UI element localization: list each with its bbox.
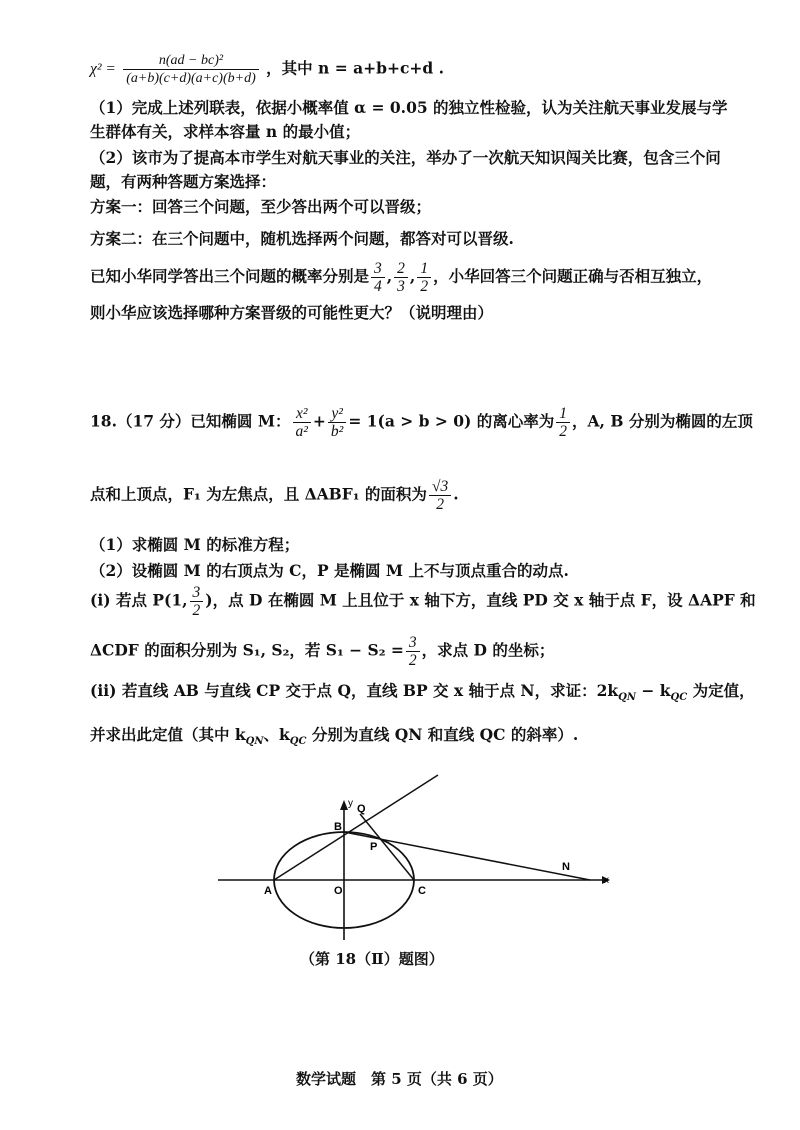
ecc-den: 2 (559, 423, 568, 440)
ellipse-figure (210, 770, 630, 945)
sub1-suffix: )，点 D 在椭圆 M 上且位于 x 轴下方，直线 PD 交 x 轴于点 F，设 ΔAPF 和 (205, 590, 756, 610)
label-o: O (334, 885, 343, 897)
label-a: A (264, 885, 272, 897)
y-axis-arrow (340, 800, 348, 810)
label-y: y (348, 798, 353, 809)
b-sq: b² (330, 423, 344, 440)
sub2-end: 为定值， (687, 681, 755, 700)
q17-plan1: 方案一：回答三个问题，至少答出两个可以晋级； (90, 197, 432, 216)
chi-formula (90, 52, 740, 87)
ellipse-eq: = 1(a > b > 0) 的离心率为 (348, 411, 555, 431)
line-ab (274, 775, 438, 880)
line2-prefix: 点和上顶点，F₁ 为左焦点，且 ΔABF₁ 的面积为 (90, 484, 427, 504)
sub1-line2-suffix: ，求点 D 的坐标； (421, 640, 555, 660)
chi-suffix: ，其中 n = a+b+c+d . (266, 58, 444, 78)
p-den: 2 (192, 602, 201, 619)
prob-prefix: 已知小华同学答出三个问题的概率分别是 (90, 266, 370, 286)
eccentricity (556, 405, 570, 440)
q18-part1: （1）求椭圆 M 的标准方程； (90, 535, 300, 554)
sub2-line1: (ii) 若直线 AB 与直线 CP 交于点 Q，直线 BP 交 x 轴于点 N，求证：2k (90, 681, 619, 700)
x-term (293, 405, 311, 440)
s-den: 2 (408, 652, 417, 669)
sub2-line2-qn: QN (245, 736, 264, 747)
prob-2-den: 3 (397, 278, 405, 295)
figure-caption: （第 18（Ⅱ）题图） (300, 950, 444, 968)
prob-3-den: 2 (420, 278, 429, 295)
prob-3-num: 1 (417, 260, 431, 278)
q18-part2: （2）设椭圆 M 的右顶点为 C，P 是椭圆 M 上不与顶点重合的动点. (90, 561, 569, 580)
q17-plan2: 方案二：在三个问题中，随机选择两个问题，都答对可以晋级. (90, 229, 514, 248)
line-cq (360, 814, 414, 880)
chi-denominator: (a+b)(c+d)(a+c)(b+d) (126, 71, 256, 86)
prob-suffix: ，小华回答三个问题正确与否相互独立， (433, 266, 713, 286)
chi-lhs: χ² = (90, 60, 116, 78)
label-c: C (418, 885, 426, 897)
prob-1 (371, 260, 385, 295)
y-sq: y² (328, 405, 346, 423)
line-bn (344, 832, 590, 880)
q17-part1: （1）完成上述列联表，依据小概率值 α = 0.05 的独立性检验，认为关注航天事业发展与学生群体有关，求样本容量 n 的最小值； (90, 98, 728, 141)
after-ecc: ，A, B 分别为椭圆的左顶 (572, 411, 753, 431)
p-num: 3 (190, 584, 204, 602)
line2-suffix: . (453, 484, 459, 504)
x-sq: x² (293, 405, 311, 423)
sub2-line2-a: 并求出此定值（其中 k (90, 725, 246, 744)
label-b: B (334, 821, 342, 833)
sub1-prefix: (i) 若点 P(1, (90, 590, 188, 610)
area-fraction (429, 478, 451, 513)
q17-part2: （2）该市为了提高本市学生对航天事业的关注，举办了一次航天知识闯关比赛，包含三个问题，有两种答题方案选择： (90, 148, 721, 191)
ecc-num: 1 (556, 405, 570, 423)
s-num: 3 (406, 634, 420, 652)
a-sq: a² (295, 423, 308, 440)
page-footer: 数学试题 第 5 页（共 6 页） (296, 1070, 503, 1088)
q18-sub1-line2 (90, 634, 740, 669)
sub2-line2-qc: QC (289, 736, 307, 747)
area-num: √3 (429, 478, 451, 496)
q18-header-text: 18.（17 分）已知椭圆 M： (90, 411, 291, 431)
chi-fraction (123, 52, 259, 87)
sub2-minus: − k (635, 681, 671, 700)
prob-2 (394, 260, 408, 295)
sub2-line2-c: 分别为直线 QN 和直线 QC 的斜率）. (306, 725, 579, 744)
sub2-qn: QN (618, 692, 636, 703)
q18-sub2 (90, 680, 755, 709)
q18-line2 (90, 478, 740, 513)
prob-1-den: 4 (374, 278, 382, 295)
area-den: 2 (436, 496, 444, 513)
s-fraction (406, 634, 420, 669)
label-q: Q (357, 803, 366, 815)
label-x: x (604, 875, 609, 886)
prob-1-num: 3 (371, 260, 385, 278)
chi-numerator: n(ad − bc)² (123, 52, 259, 70)
q17-probabilities: 已知小华同学答出三个问题的概率分别是 $\frac{3}{4}$ , $\frac{2}{3}$ , $\frac{1}{2}$ ，小华回答三个问题正确与否相互独立， (90, 260, 713, 295)
prob-2-num: 2 (394, 260, 408, 278)
p-y-fraction (190, 584, 204, 619)
y-term (328, 405, 346, 440)
sub1-line2-prefix: ΔCDF 的面积分别为 S₁, S₂，若 S₁ − S₂ = (90, 640, 404, 660)
sub2-line2-b: 、k (263, 725, 290, 744)
label-n: N (562, 861, 570, 873)
q18-header: 18.（17 分）已知椭圆 M： $\frac{\text{x²}}{\text{a²}}$ + $\frac{\text{y²}}{\text{b²}}$ = 1(a > b > 0) 的离心率为 $\frac{1}{2}$ ，A, B 分别为椭圆的左顶 (90, 405, 753, 440)
q18-sub2-line2 (90, 724, 740, 753)
label-p: P (370, 841, 378, 853)
q18-sub1 (90, 584, 756, 619)
prob-3 (417, 260, 431, 295)
q17-question: 则小华应该选择哪种方案晋级的可能性更大？（说明理由） (90, 303, 494, 322)
sub2-qc: QC (670, 692, 688, 703)
